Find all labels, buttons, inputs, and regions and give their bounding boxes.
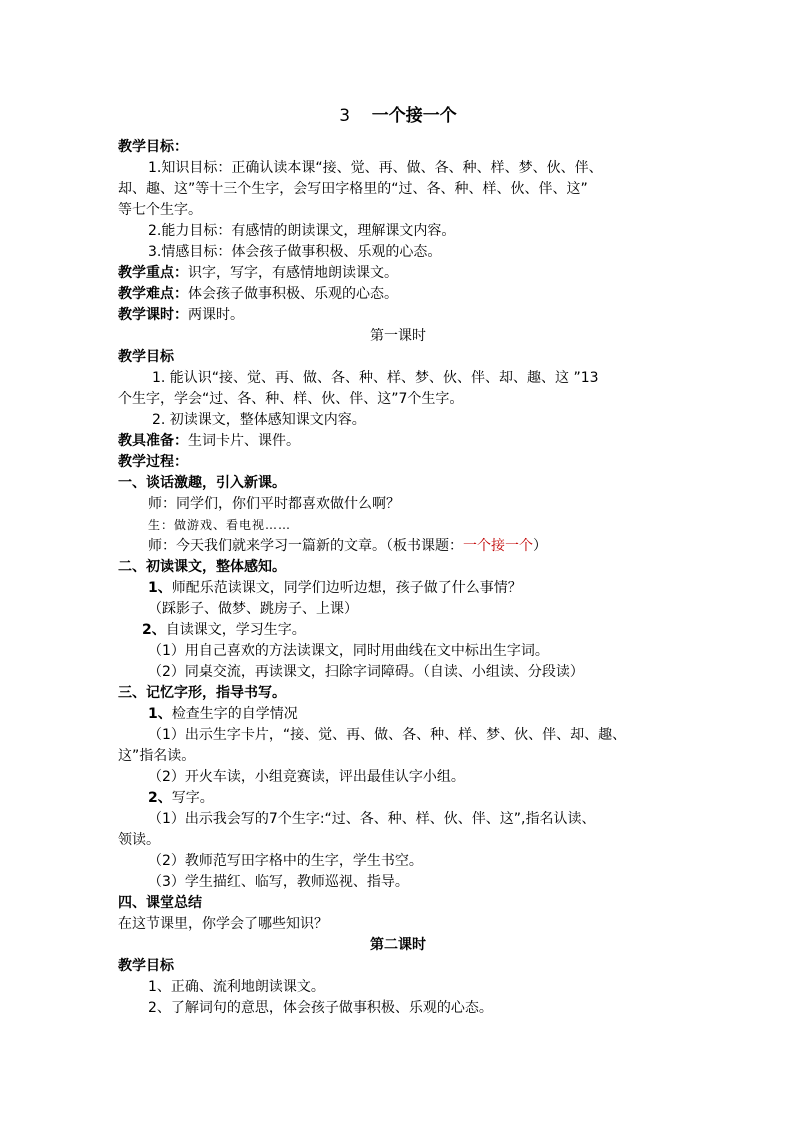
lesson2-heading: 第二课时 — [370, 937, 426, 953]
key-label: 教学重点： — [118, 265, 188, 281]
section-3-heading: 三、记忆字形，指导书写。 — [118, 685, 286, 701]
difficulty-text: 体会孩子做事积极、乐观的心态。 — [188, 286, 398, 302]
section-2-heading: 二、初读课文，整体感知。 — [118, 559, 286, 575]
step-3-2-sub-1-cont: 领读。 — [118, 832, 160, 848]
goals-line-5: 3.情感目标：体会孩子做事积极、乐观的心态。 — [148, 244, 442, 260]
section-4-heading: 四、课堂总结 — [118, 895, 202, 911]
goals-line-2: 却、趣、这”等十三个生字，会写田字格里的“过、各、种、样、伙、伴、这” — [118, 181, 588, 197]
lesson1-goal-1: 1. 能认识“接、觉、再、做、各、种、样、梦、伙、伴、却、趣、这 ”13 — [152, 370, 599, 386]
step-3-1 — [118, 704, 678, 725]
prep-text: 生词卡片、课件。 — [188, 433, 300, 449]
dialogue-teacher-2-text: 师：今天我们就来学习一篇新的文章。（板书课题： — [148, 538, 463, 554]
lesson2-goal-1: 1、正确、流利地朗读课文。 — [148, 979, 325, 995]
goals-line-4: 2.能力目标：有感情的朗读课文，理解课文内容。 — [148, 223, 456, 239]
section-1-heading: 一、谈话激趣，引入新课。 — [118, 475, 286, 491]
summary-question: 在这节课里，你学会了哪些知识？ — [118, 916, 328, 932]
lesson-number: 3 — [339, 106, 351, 126]
step-3-1-sub-1: （1）出示生字卡片，“接、觉、再、做、各、种、样、梦、伙、伴、却、趣、 — [148, 727, 627, 743]
board-title: 一个接一个 — [463, 538, 533, 554]
lesson1-heading: 第一课时 — [370, 328, 426, 344]
dialogue-student-1: 生：做游戏、看电视…… — [148, 518, 292, 532]
step-2-2 — [118, 620, 678, 641]
lesson2-goals-label: 教学目标 — [118, 958, 174, 974]
step-2-1-answer: （踩影子、做梦、跳房子、上课） — [148, 601, 358, 617]
page-title — [118, 106, 678, 127]
process-label: 教学过程： — [118, 454, 188, 470]
teaching-prep — [118, 431, 678, 452]
goals-label: 教学目标： — [118, 139, 188, 155]
difficulty — [118, 284, 678, 305]
step-3-2 — [118, 788, 678, 809]
step-2-1-num: 1、 — [148, 580, 172, 596]
step-3-1-sub-2: （2）开火车读，小组竞赛读，评出最佳认字小组。 — [148, 769, 465, 785]
hours-text: 两课时。 — [188, 307, 244, 323]
dialogue-teacher-1: 师：同学们，你们平时都喜欢做什么啊？ — [148, 496, 400, 512]
lesson1-goal-2: 2. 初读课文，整体感知课文内容。 — [152, 412, 366, 428]
step-3-2-sub-1: （1）出示我会写的7个生字:“过、各、种、样、伙、伴、这”,指名认读、 — [148, 811, 596, 827]
step-2-2-num: 2、 — [142, 622, 166, 638]
step-2-2-sub-2: （2）同桌交流，再读课文，扫除字词障碍。（自读、小组读、分段读） — [148, 664, 584, 680]
lesson1-goal-1-cont: 个生字，学会“过、各、种、样、伙、伴、这”7个生字。 — [118, 391, 464, 407]
step-2-1-text: 师配乐范读课文，同学们边听边想，孩子做了什么事情？ — [171, 580, 522, 596]
step-2-2-text: 自读课文，学习生字。 — [165, 622, 306, 638]
hours-label: 教学课时： — [118, 307, 188, 323]
step-3-2-sub-3: （3）学生描红、临写，教师巡视、指导。 — [148, 874, 409, 890]
key-text: 识字，写字，有感情地朗读课文。 — [188, 265, 398, 281]
goals-line-3: 等七个生字。 — [118, 202, 202, 218]
prep-label: 教具准备： — [118, 433, 188, 449]
step-3-1-num: 1、 — [148, 706, 172, 722]
class-hours — [118, 305, 678, 326]
difficulty-label: 教学难点： — [118, 286, 188, 302]
lesson2-goal-2: 2、了解词句的意思，体会孩子做事积极、乐观的心态。 — [148, 1000, 493, 1016]
goals-line-1: 1.知识目标：正确认读本课“接、觉、再、做、各、种、样、梦、伙、伴、 — [148, 160, 603, 176]
step-3-1-text: 检查生字的自学情况 — [171, 706, 298, 722]
step-3-2-sub-2: （2）教师范写田字格中的生字，学生书空。 — [148, 853, 423, 869]
lesson-title: 一个接一个 — [371, 106, 457, 126]
step-3-2-text: 写字。 — [171, 790, 214, 806]
step-3-2-num: 2、 — [148, 790, 172, 806]
step-2-1 — [118, 578, 678, 599]
key-points — [118, 263, 678, 284]
step-3-1-sub-1-cont: 这”指名读。 — [118, 748, 196, 764]
dialogue-teacher-2 — [118, 536, 678, 557]
dialogue-close: ） — [533, 538, 547, 554]
step-2-2-sub-1: （1）用自己喜欢的方法读课文，同时用曲线在文中标出生字词。 — [148, 643, 549, 659]
lesson1-goals-label: 教学目标 — [118, 349, 174, 365]
